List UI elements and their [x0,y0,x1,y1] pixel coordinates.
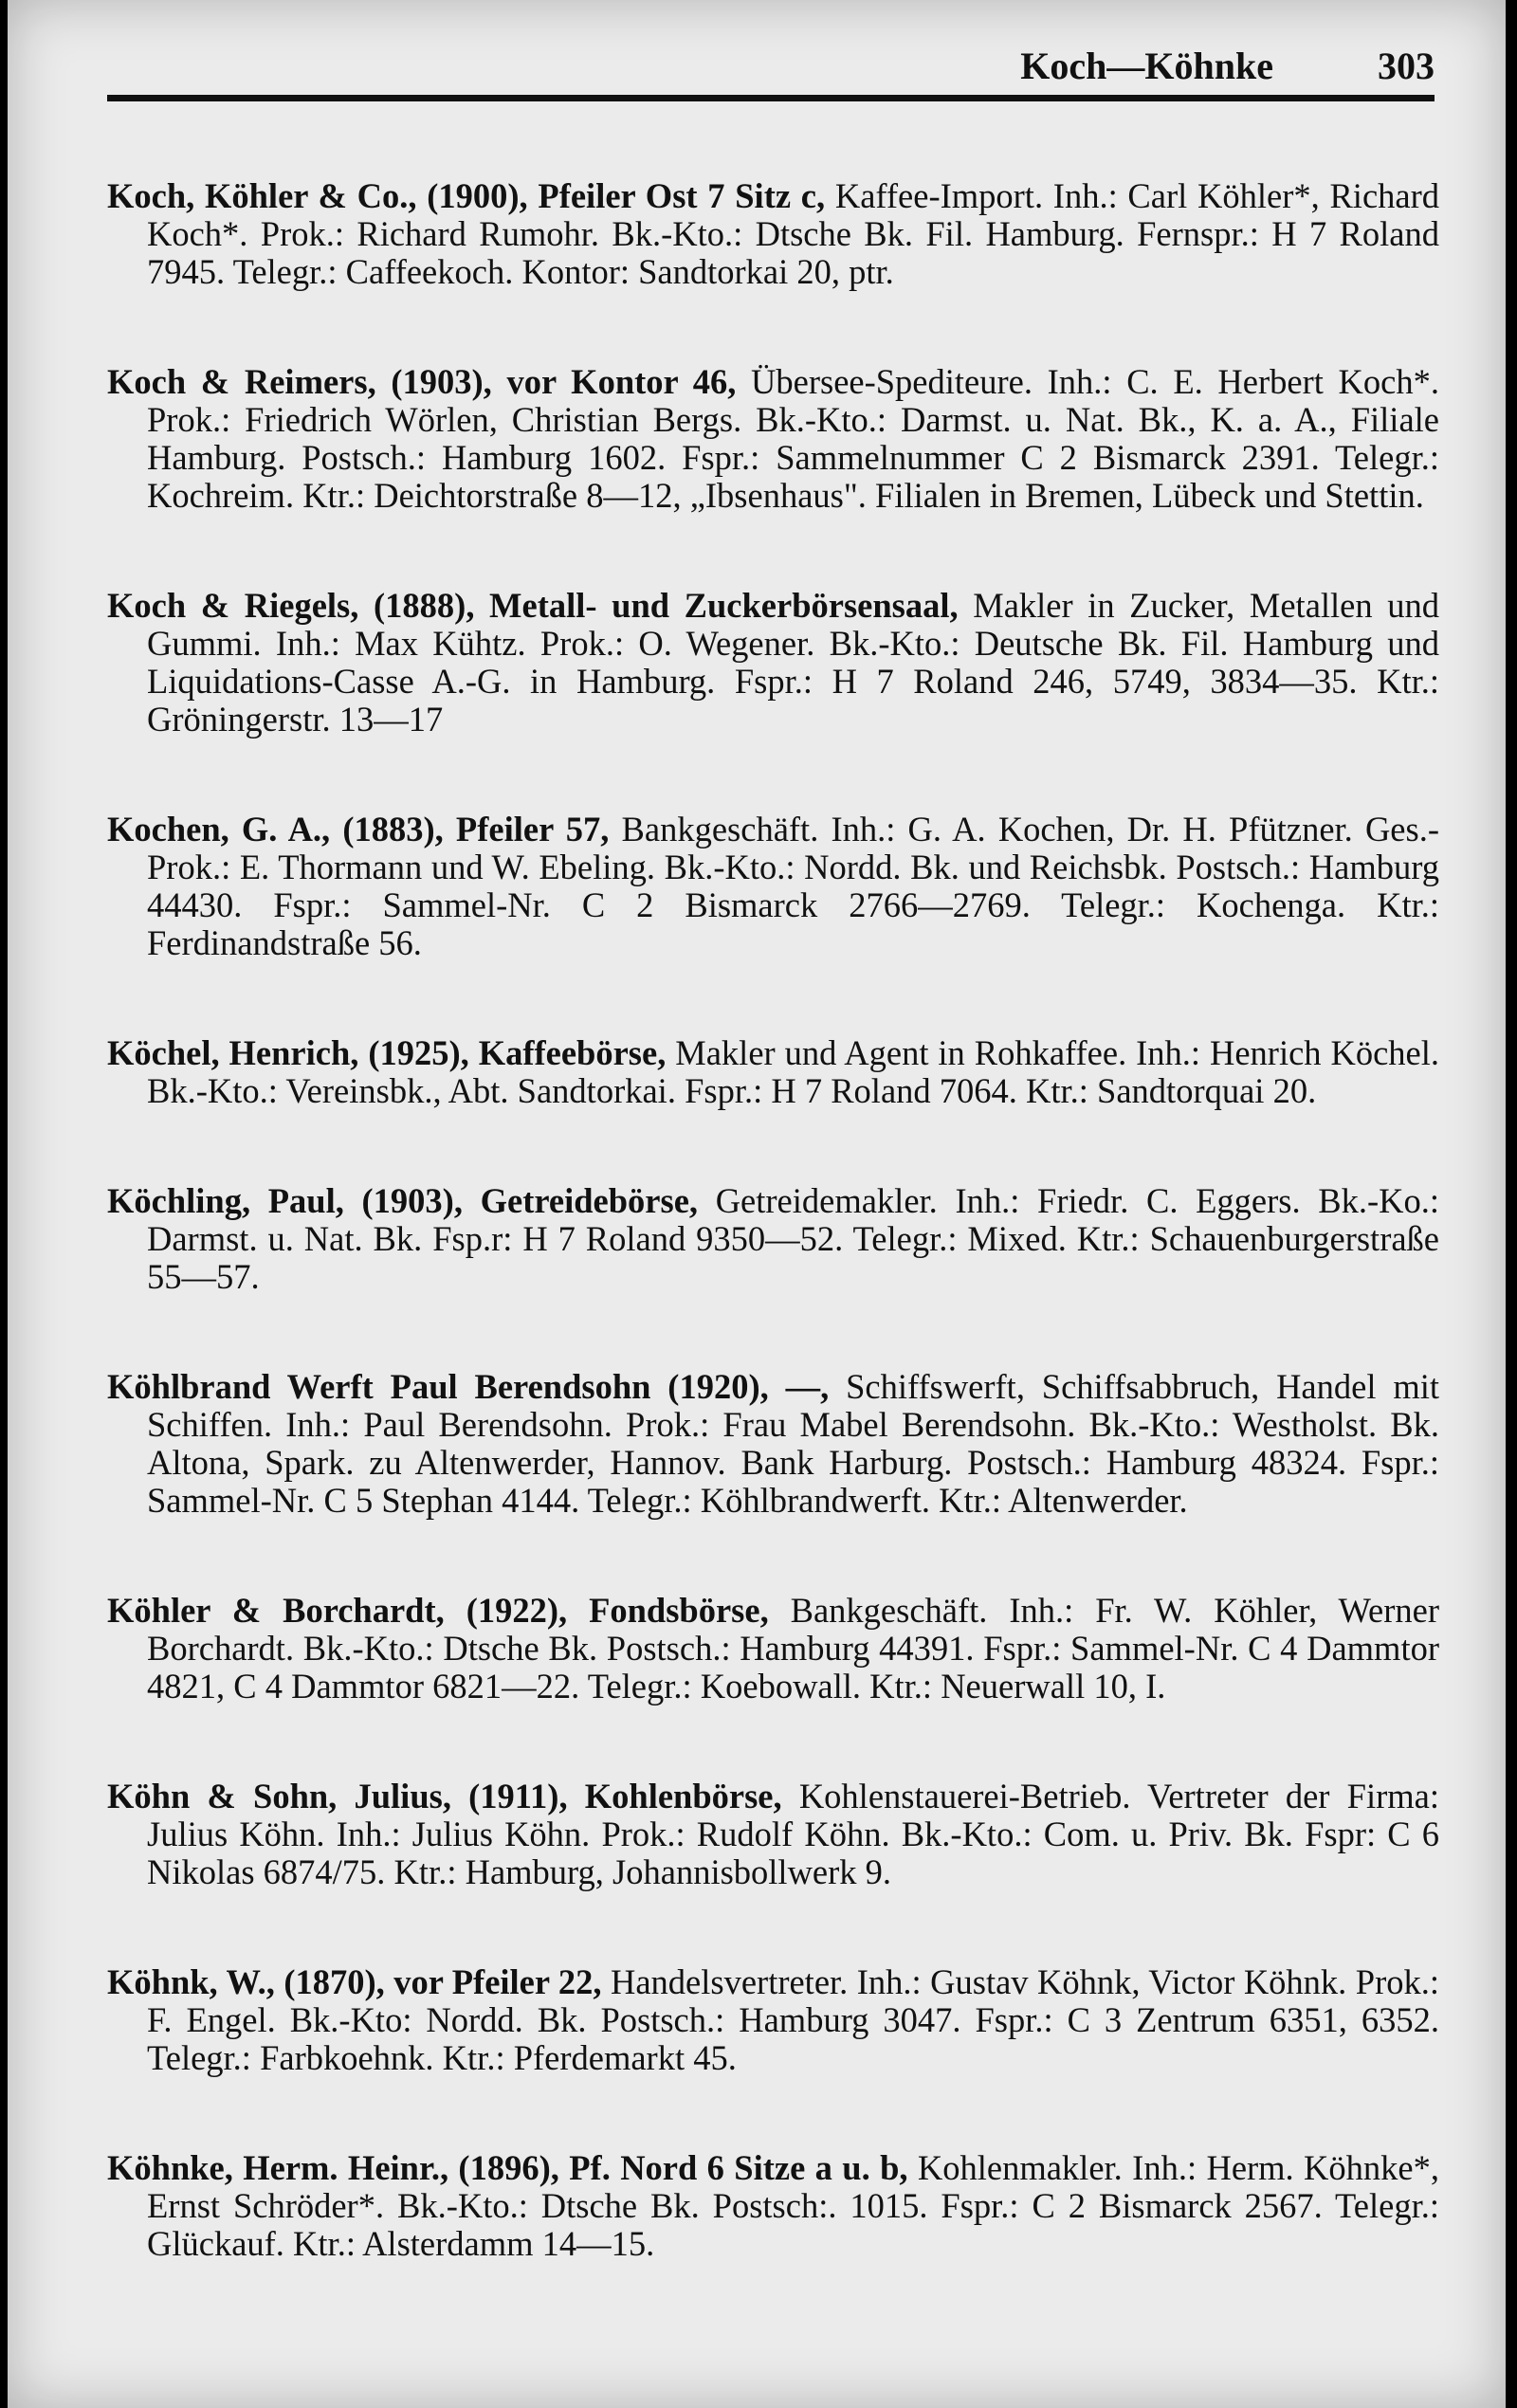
entry-body: Schiffswerft, Schiffsabbruch, Handel mit Schiffen. Inh.: Paul Berendsohn. Prok.: Frau Mabel Berendsohn. Bk.-Kto.: Westholst. Bk. Altona, Spark. zu Altenwerder, Hannov. Bank Harburg. Postsch.: Hamburg 48324. Fspr.: Sammel-Nr. C 5 Stephan 4144. Telegr.: Köhlbrandwerft. Ktr.: Altenwerder. [147,1366,1440,1520]
directory-entry [107,177,1439,291]
directory-entry [107,1368,1439,1520]
running-head: Koch—Köhnke [1020,45,1273,87]
directory-entry [107,2149,1439,2263]
entry-body: Makler und Agent in Rohkaffee. Inh.: Henrich Köchel. Bk.-Kto.: Vereinsbk., Abt. Sandtorkai. Fspr.: H 7 Roland 7064. Ktr.: Sandtorquai 20. [147,1032,1440,1110]
entry-body: Kohlenmakler. Inh.: Herm. Köhnke*, Ernst Schröder*. Bk.-Kto.: Dtsche Bk. Postsch:. 1015. Fspr.: C 2 Bismarck 2567. Telegr.: Glückauf. Ktr.: Alsterdamm 14—15. [147,2147,1439,2263]
entry-lead: Köchling, Paul, (1903), Getreidebörse, [107,1180,699,1220]
entry-lead: Köhn & Sohn, Julius, (1911), Kohlenbörse, [107,1776,782,1815]
entry-lead: Köhnke, Herm. Heinr., (1896), Pf. Nord 6 Sitze a u. b, [107,2147,908,2187]
entry-lead: Koch & Reimers, (1903), vor Kontor 46, [107,361,737,401]
directory-entry [107,1963,1439,2077]
directory-entry [107,1182,1439,1296]
directory-entry [107,1778,1439,1891]
entry-lead: Kochen, G. A., (1883), Pfeiler 57, [107,809,610,848]
directory-entry [107,811,1439,962]
directory-entries [107,142,1439,2335]
directory-entry [107,587,1439,739]
entry-lead: Köhnk, W., (1870), vor Pfeiler 22, [107,1961,602,2001]
directory-entry [107,363,1439,515]
entry-body: Handelsvertreter. Inh.: Gustav Köhnk, Victor Köhnk. Prok.: F. Engel. Bk.-Kto: Nordd. Bk. Postsch.: Hamburg 3047. Fspr.: C 3 Zentrum 6351, 6352. Telegr.: Farbkoehnk. Ktr.: Pferdemarkt 45. [147,1961,1439,2077]
page-header [107,36,1435,93]
entry-body: Makler in Zucker, Metallen und Gummi. Inh.: Max Kühtz. Prok.: O. Wegener. Bk.-Kto.: Deutsche Bk. Fil. Hamburg und Liquidations-Casse A.-G. in Hamburg. Fspr.: H 7 Roland 246, 5749, 3834—35. Ktr.: Gröningerstr. 13—17 [147,585,1439,739]
entry-lead: Köhlbrand Werft Paul Berendsohn (1920), —, [107,1366,830,1406]
entry-lead: Koch, Köhler & Co., (1900), Pfeiler Ost 7 Sitz c, [107,175,826,215]
entry-body: Bankgeschäft. Inh.: Fr. W. Köhler, Werner Borchardt. Bk.-Kto.: Dtsche Bk. Postsch.: Hamburg 44391. Fspr.: Sammel-Nr. C 4 Dammtor 4821, C 4 Dammtor 6821—22. Telegr.: Koebowall. Ktr.: Neuerwall 10, I. [147,1590,1439,1706]
header-rule [107,95,1435,101]
directory-entry [107,1592,1439,1706]
entry-body: Kohlenstauerei-Betrieb. Vertreter der Firma: Julius Köhn. Inh.: Julius Köhn. Prok.: Rudolf Köhn. Bk.-Kto.: Com. u. Priv. Bk. Fspr: C 6 Nikolas 6874/75. Ktr.: Hamburg, Johannisbollwerk 9. [147,1776,1439,1891]
entry-lead: Koch & Riegels, (1888), Metall- und Zuckerbörsensaal, [107,585,959,625]
entry-body: Getreidemakler. Inh.: Friedr. C. Eggers. Bk.-Ko.: Darmst. u. Nat. Bk. Fsp.r: H 7 Roland 9350—52. Telegr.: Mixed. Ktr.: Schauenburgerstraße 55—57. [147,1180,1439,1296]
directory-entry [107,1034,1439,1110]
page-number: 303 [1378,45,1435,87]
entry-body: Bankgeschäft. Inh.: G. A. Kochen, Dr. H. Pfützner. Ges.-Prok.: E. Thormann und W. Ebeling. Bk.-Kto.: Nordd. Bk. und Reichsbk. Postsch.: Hamburg 44430. Fspr.: Sammel-Nr. C 2 Bismarck 2766—2769. Telegr.: Kochenga. Ktr.: Ferdinandstraße 56. [147,809,1439,962]
entry-body: Kaffee-Import. Inh.: Carl Köhler*, Richard Koch*. Prok.: Richard Rumohr. Bk.-Kto.: Dtsche Bk. Fil. Hamburg. Fernspr.: H 7 Roland 7945. Telegr.: Caffeekoch. Kontor: Sandtorkai 20, ptr. [147,175,1439,291]
entry-body: Übersee-Spediteure. Inh.: C. E. Herbert Koch*. Prok.: Friedrich Wörlen, Christian Bergs. Bk.-Kto.: Darmst. u. Nat. Bk., K. a. A., Filiale Hamburg. Postsch.: Hamburg 1602. Fspr.: Sammelnummer C 2 Bismarck 2391. Telegr.: Kochreim. Ktr.: Deichtorstraße 8—12, „Ibsenhaus". Filialen in Bremen, Lübeck und Stettin. [147,361,1439,515]
directory-page [8,0,1506,2408]
entry-lead: Köhler & Borchardt, (1922), Fondsbörse, [107,1590,769,1630]
entry-lead: Köchel, Henrich, (1925), Kaffeebörse, [107,1032,667,1072]
